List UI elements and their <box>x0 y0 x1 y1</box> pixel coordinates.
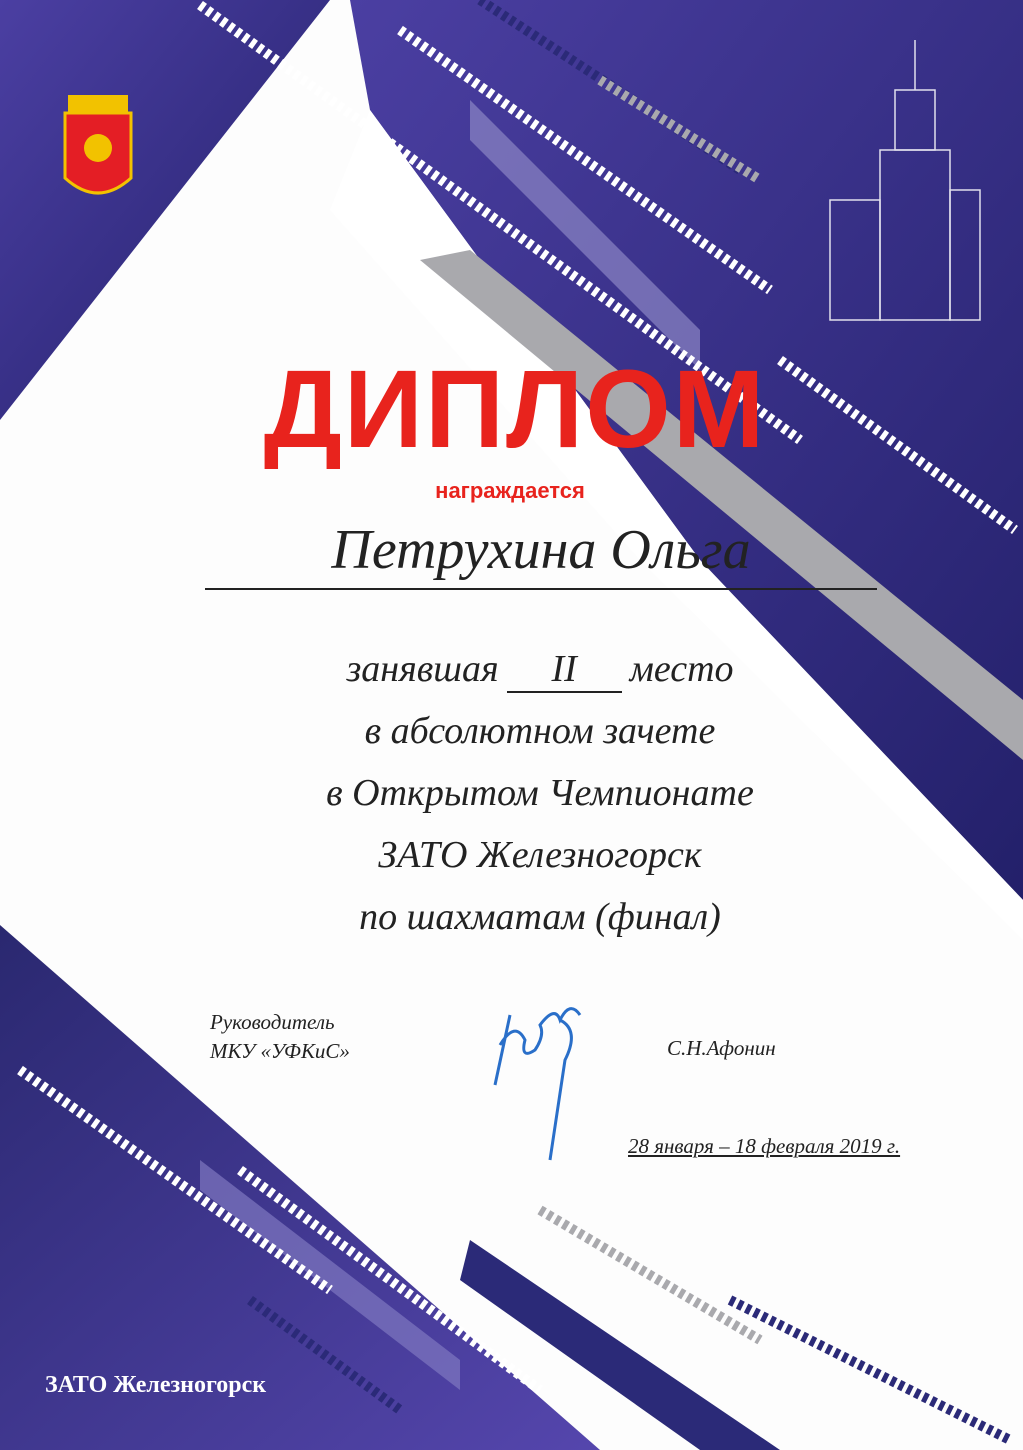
awarded-label: награждается <box>435 478 585 503</box>
place-value: II <box>507 647 622 693</box>
handwritten-signature <box>480 1000 590 1170</box>
place-prefix: занявшая <box>346 648 499 690</box>
place-line <box>200 638 880 700</box>
award-description <box>200 638 880 948</box>
role-line-1: Руководитель <box>210 1010 335 1034</box>
description-line-4: ЗАТО Железногорск <box>378 834 702 876</box>
signer-name: С.Н.Афонин <box>667 1036 776 1060</box>
event-dates: 28 января – 18 февраля 2019 г. <box>628 1134 901 1158</box>
description-line-3: в Открытом Чемпионате <box>326 772 754 814</box>
description-line-5: по шахматам (финал) <box>359 896 721 938</box>
coat-of-arms-icon <box>65 95 131 193</box>
signer-role <box>210 1008 350 1066</box>
recipient-name: Петрухина Ольга <box>205 518 877 590</box>
role-line-2: МКУ «УФКиС» <box>210 1039 350 1063</box>
description-line-2: в абсолютном зачете <box>364 710 716 752</box>
footer-city: ЗАТО Железногорск <box>45 1372 267 1398</box>
diploma-title: ДИПЛОМ <box>263 348 767 471</box>
place-suffix: место <box>629 648 734 690</box>
